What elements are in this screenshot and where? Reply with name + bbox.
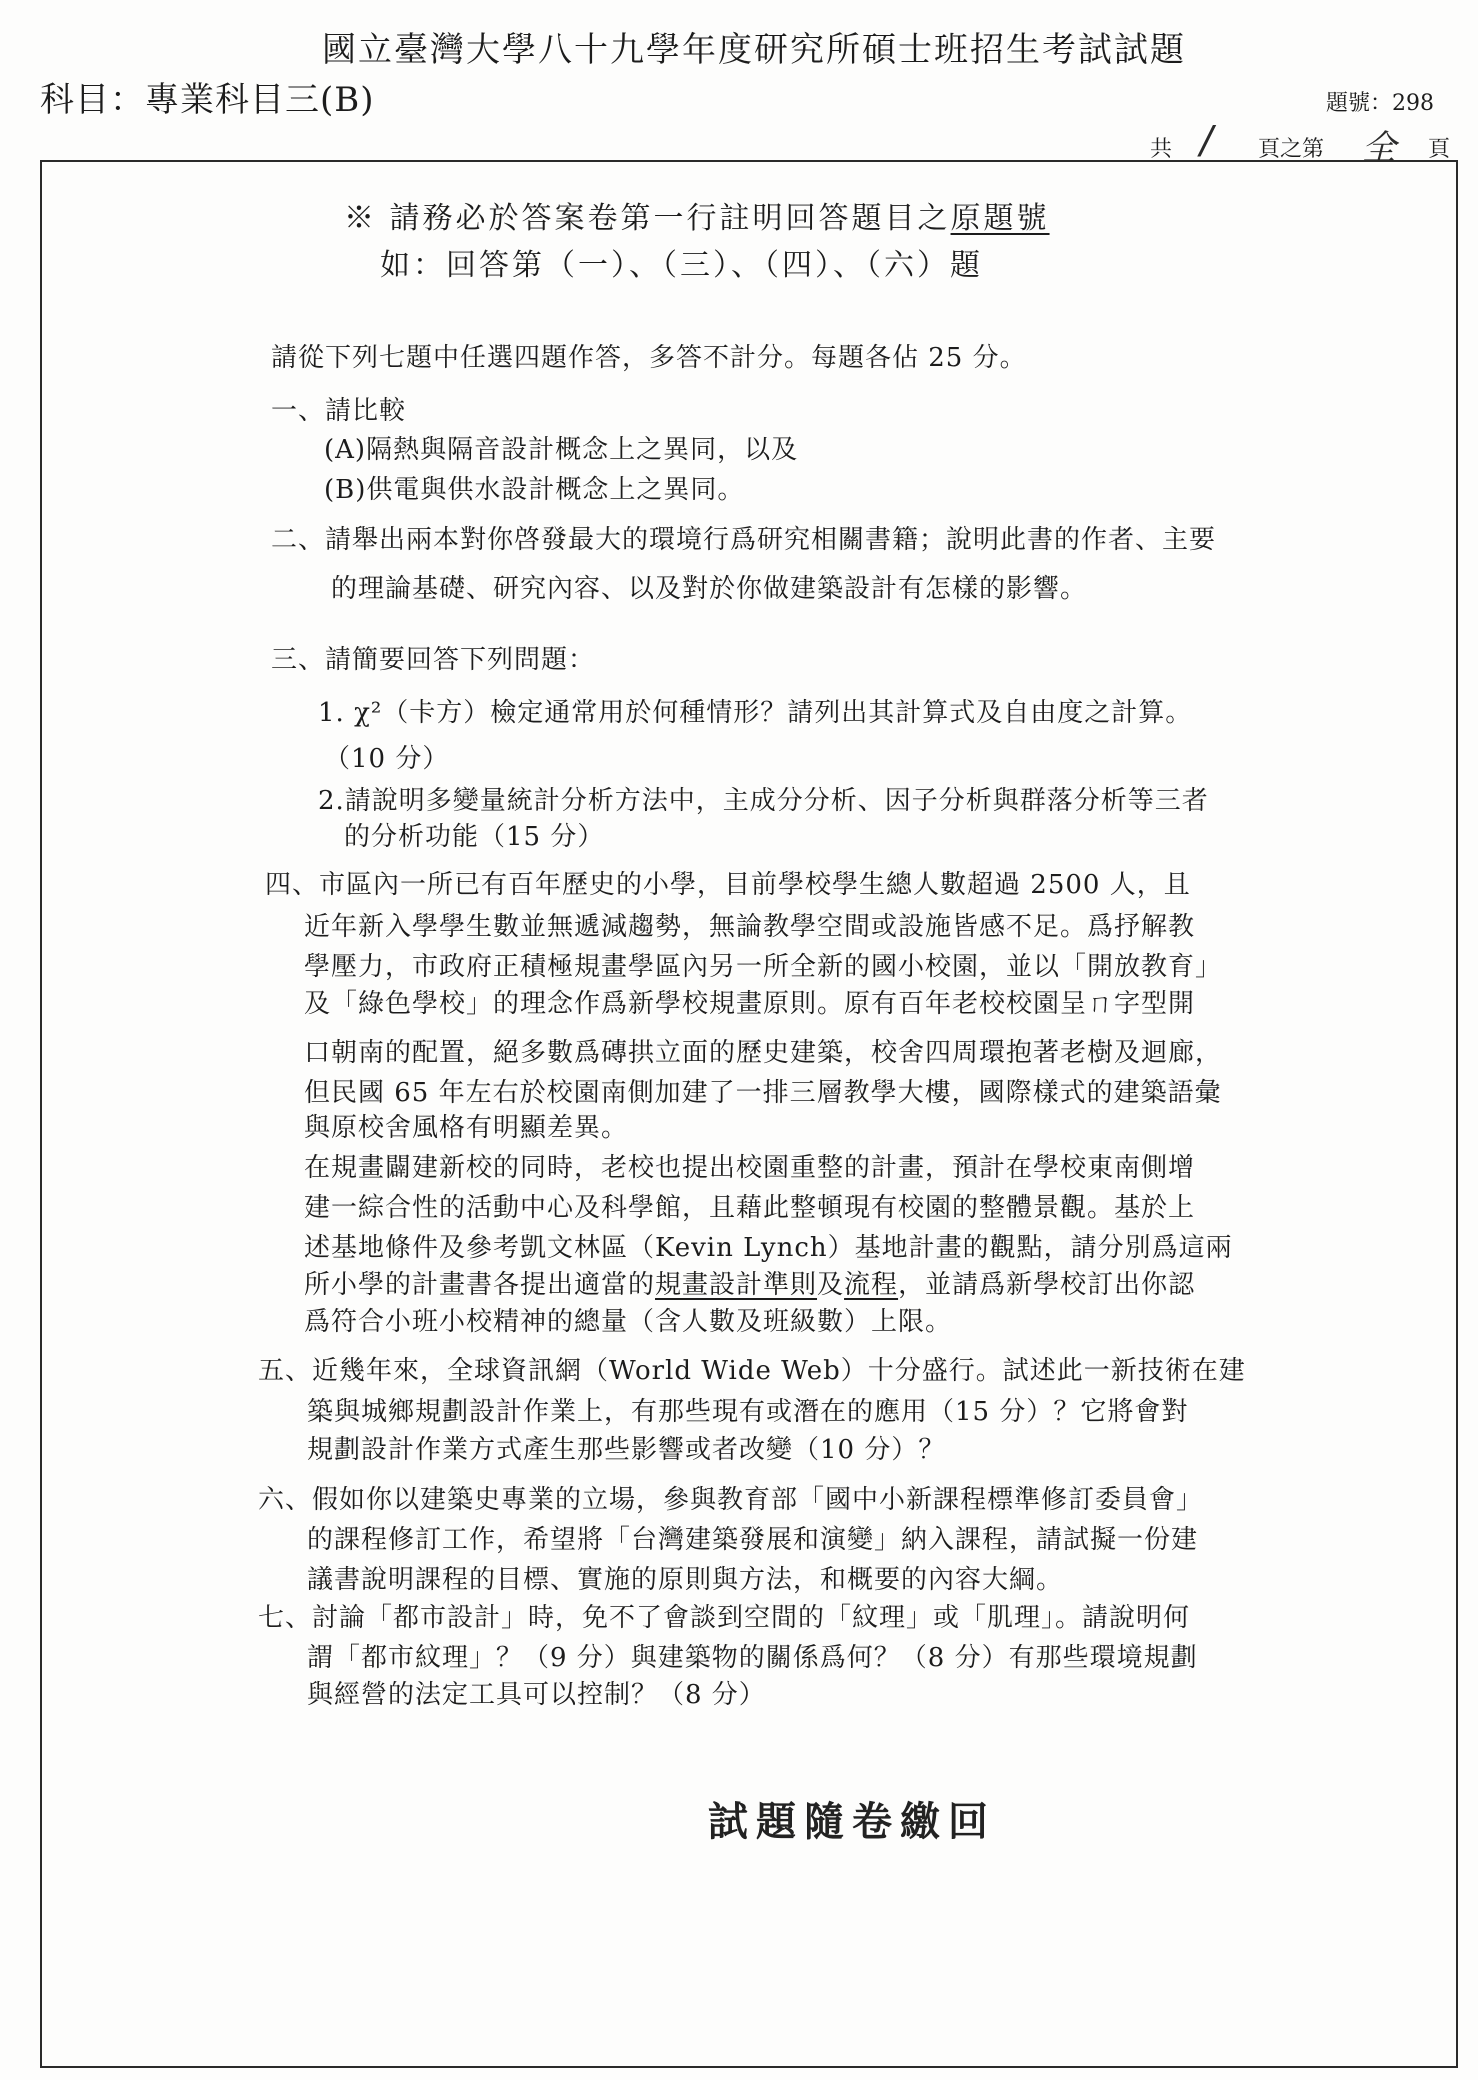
line-segment: 及 <box>817 1270 845 1300</box>
question-number: 二、 <box>271 525 326 555</box>
underlined-term: 流程 <box>844 1270 899 1300</box>
return-exam-stamp: 試題隨卷繳回 <box>708 1798 996 1845</box>
notice-underlined: 原題號 <box>950 201 1050 236</box>
question-4-line-10: 述基地條件及參考凱文林區（Kevin Lynch）基地計畫的觀點，請分別爲這兩 <box>304 1233 1233 1263</box>
notice-line-2: 如：回答第（一）、（三）、（四）、（六）題 <box>380 248 983 283</box>
question-4-line-2: 近年新入學學生數並無遞減趨勢，無論教學空間或設施皆感不足。爲抒解教 <box>304 912 1196 942</box>
exam-subject: 科目：專業科目三(B) <box>40 80 375 120</box>
question-4-line-12: 爲符合小班小校精神的總量（含人數及班級數）上限。 <box>304 1307 953 1337</box>
question-3-sub-2-cont: 的分析功能（15 分） <box>344 822 605 852</box>
question-4-line-7: 與原校舍風格有明顯差異。 <box>304 1113 629 1143</box>
question-4-line-6: 但民國 65 年左右於校園南側加建了一排三層教學大樓，國際樣式的建築語彙 <box>304 1078 1222 1108</box>
page-current-handwritten: 全 <box>1362 128 1396 168</box>
question-text: 請簡要回答下列問題： <box>325 645 596 675</box>
question-text: 近幾年來，全球資訊網（World Wide Web）十分盛行。試述此一新技術在建 <box>312 1356 1246 1386</box>
question-text: 市區內一所已有百年歷史的小學，目前學校學生總人數超過 2500 人，且 <box>319 870 1191 900</box>
question-5-line-1 <box>258 1355 1246 1387</box>
question-2-line-2: 的理論基礎、研究內容、以及對於你做建築設計有怎樣的影響。 <box>331 574 1088 604</box>
question-1-line-1 <box>271 395 406 427</box>
question-3-line-1 <box>271 644 595 676</box>
question-7-line-2: 謂「都市紋理」？（9 分）與建築物的關係爲何？（8 分）有那些環境規劃 <box>307 1643 1198 1673</box>
line-segment: 所小學的計畫書各提出適當的 <box>304 1270 656 1300</box>
question-number: 六、 <box>258 1485 313 1515</box>
question-3-sub-1: 1. χ²（卡方）檢定通常用於何種情形？請列出其計算式及自由度之計算。 <box>318 698 1193 728</box>
question-text: 假如你以建築史專業的立場，參與教育部「國中小新課程標準修訂委員會」 <box>312 1485 1204 1515</box>
question-2-line-1 <box>271 524 1216 556</box>
question-number: 五、 <box>258 1356 313 1386</box>
question-4-line-3: 學壓力，市政府正積極規畫學區內另一所全新的國小校園，並以「開放教育」 <box>304 952 1223 982</box>
question-4-line-5: 口朝南的配置，絕多數爲磚拱立面的歷史建築，校舍四周環抱著老樹及迴廊， <box>304 1038 1223 1068</box>
question-4-line-11 <box>304 1269 1195 1301</box>
exam-title: 國立臺灣大學八十九學年度研究所碩士班招生考試試題 <box>322 30 1186 70</box>
question-number: 一、 <box>271 396 326 426</box>
question-number: 七、 <box>258 1603 313 1633</box>
question-1-line-3: (B)供電與供水設計概念上之異同。 <box>324 475 745 505</box>
question-3-sub-1-score: （10 分） <box>324 744 450 774</box>
question-text: 討論「都市設計」時，免不了會談到空間的「紋理」或「肌理」。請說明何 <box>312 1603 1191 1633</box>
question-3-sub-2: 2.請說明多變量統計分析方法中，主成分分析、因子分析與群落分析等三者 <box>318 786 1209 816</box>
question-text: 請舉出兩本對你啓發最大的環境行爲研究相關書籍；說明此書的作者、主要 <box>325 525 1217 555</box>
question-4-line-4: 及「綠色學校」的理念作爲新學校規畫原則。原有百年老校校園呈ㄇ字型開 <box>304 989 1196 1019</box>
page-total-handwritten: / <box>1200 118 1213 162</box>
question-4-line-9: 建一綜合性的活動中心及科學館，且藉此整頓現有校園的整體景觀。基於上 <box>304 1193 1196 1223</box>
question-1-line-2: (A)隔熱與隔音設計概念上之異同，以及 <box>324 435 799 465</box>
question-6-line-2: 的課程修訂工作，希望將「台灣建築發展和演變」納入課程，請試擬一份建 <box>307 1525 1199 1555</box>
notice-text: ※ 請務必於答案卷第一行註明回答題目之 <box>344 201 951 236</box>
question-number-label: 題號：298 <box>1326 91 1434 116</box>
page-total-prefix: 共 <box>1150 137 1173 162</box>
page-middle-label: 頁之第 <box>1258 137 1325 162</box>
question-text: 請比較 <box>325 396 407 426</box>
notice-line-1 <box>344 193 1050 237</box>
instructions: 請從下列七題中任選四題作答，多答不計分。每題各佔 25 分。 <box>271 343 1027 373</box>
question-number: 三、 <box>271 645 326 675</box>
question-5-line-2: 築與城鄉規劃設計作業上，有那些現有或潛在的應用（15 分）？它將會對 <box>307 1397 1189 1427</box>
question-7-line-1 <box>258 1602 1190 1634</box>
question-4-line-1 <box>265 869 1191 901</box>
question-7-line-3: 與經營的法定工具可以控制？（8 分） <box>307 1680 766 1710</box>
question-number: 四、 <box>265 870 320 900</box>
question-5-line-3: 規劃設計作業方式產生那些影響或者改變（10 分）？ <box>307 1435 946 1465</box>
page-suffix: 頁 <box>1428 137 1451 162</box>
question-4-line-8: 在規畫闢建新校的同時，老校也提出校園重整的計畫，預計在學校東南側增 <box>304 1153 1196 1183</box>
question-6-line-1 <box>258 1484 1203 1516</box>
line-segment: ，並請爲新學校訂出你認 <box>898 1270 1196 1300</box>
underlined-term: 規畫設計準則 <box>655 1270 818 1300</box>
question-6-line-3: 議書說明課程的目標、實施的原則與方法，和概要的內容大綱。 <box>307 1565 1064 1595</box>
